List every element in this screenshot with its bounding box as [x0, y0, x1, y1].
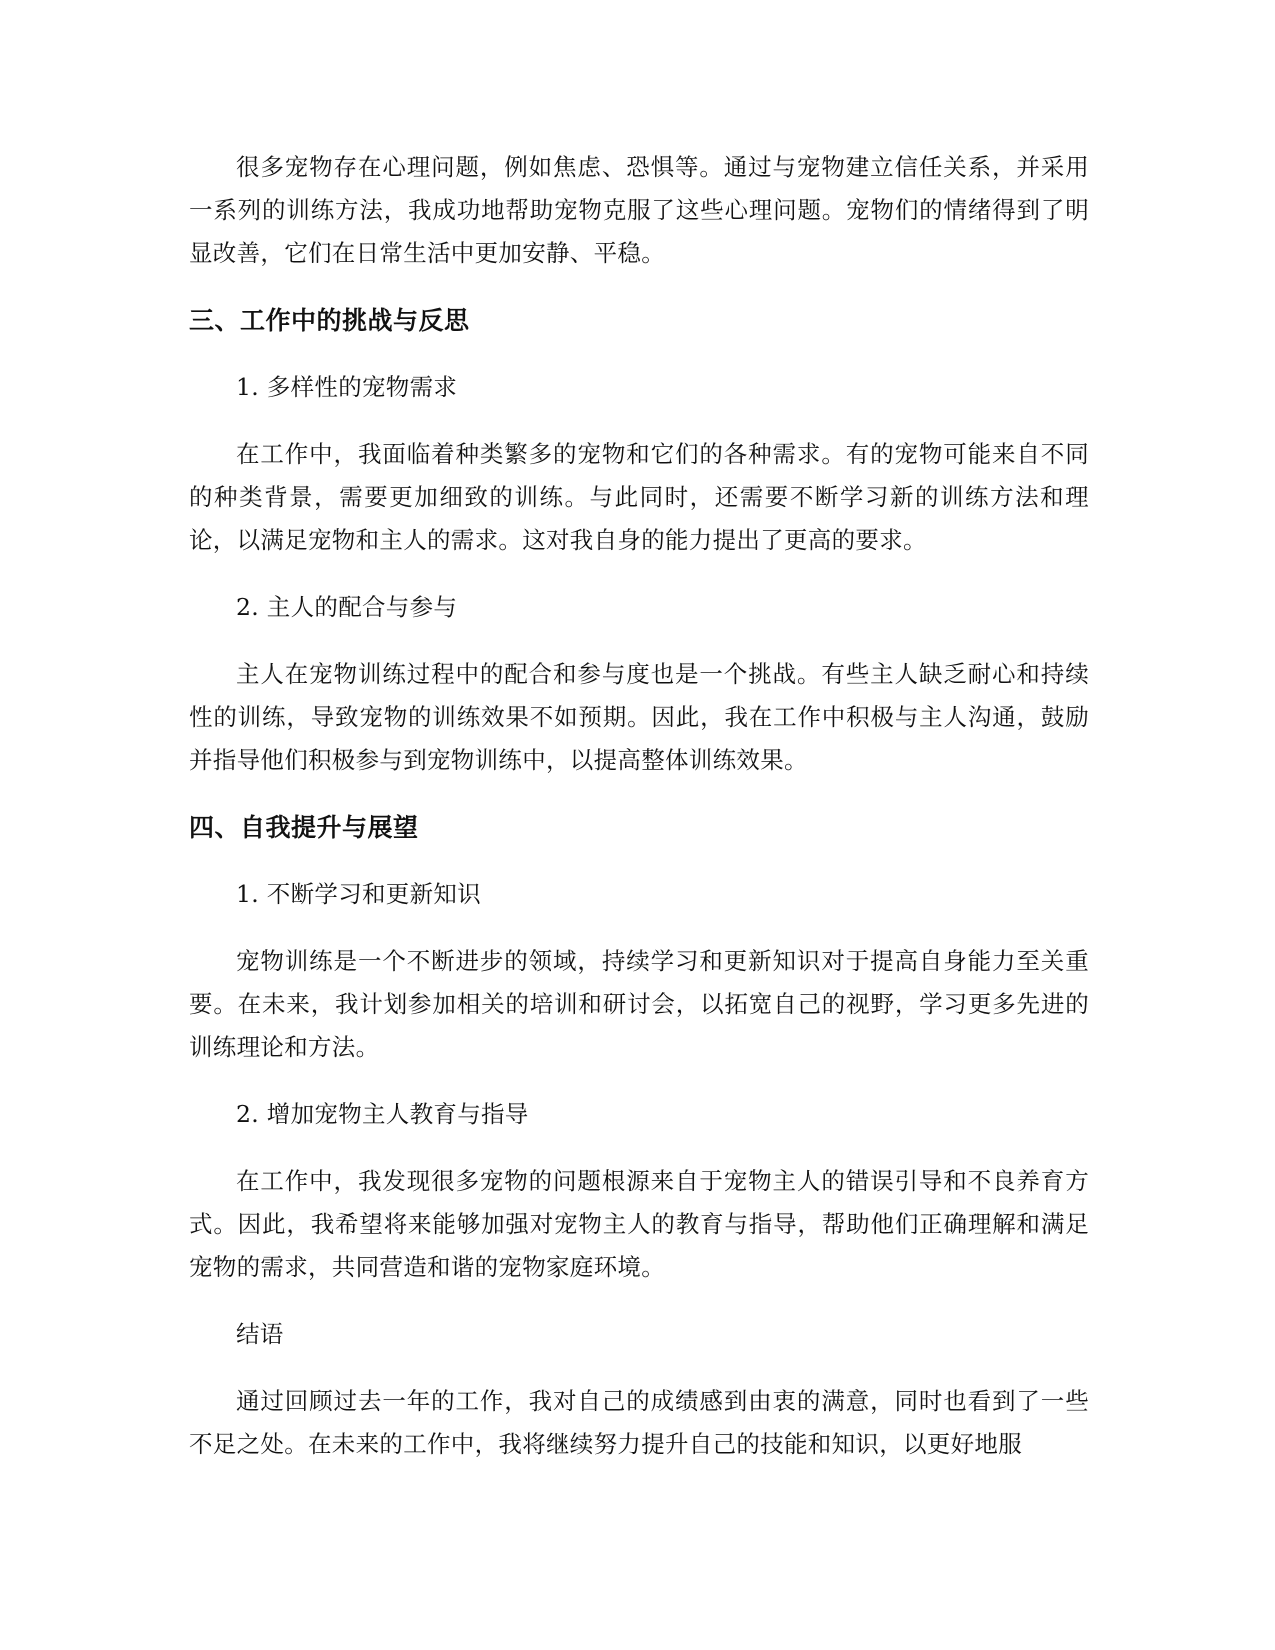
paragraph-conclusion: 通过回顾过去一年的工作，我对自己的成绩感到由衷的满意，同时也看到了一些不足之处。在未来的工作中，我将继续努力提升自己的技能和知识，以更好地服: [189, 1387, 1089, 1458]
subheading-continuous-learning: 1. 不断学习和更新知识: [236, 880, 481, 908]
paragraph-owner-education: 在工作中，我发现很多宠物的问题根源来自于宠物主人的错误引导和不良养育方式。因此，我希望将来能够加强对宠物主人的教育与指导，帮助他们正确理解和满足宠物的需求，共同营造和谐的宠物家庭环境。: [189, 1167, 1089, 1281]
paragraph-owner-cooperation: 主人在宠物训练过程中的配合和参与度也是一个挑战。有些主人缺乏耐心和持续性的训练，导致宠物的训练效果不如预期。因此，我在工作中积极与主人沟通，鼓励并指导他们积极参与到宠物训练中，以提高整体训练效果。: [189, 660, 1089, 774]
subheading-conclusion: 结语: [236, 1320, 284, 1348]
document-body: [189, 146, 1089, 1490]
paragraph-psychological-issues: 很多宠物存在心理问题，例如焦虑、恐惧等。通过与宠物建立信任关系，并采用一系列的训练方法，我成功地帮助宠物克服了这些心理问题。宠物们的情绪得到了明显改善，它们在日常生活中更加安静、平稳。: [189, 153, 1089, 267]
section-heading-self-improvement: 四、自我提升与展望: [189, 813, 419, 842]
section-heading-challenges: 三、工作中的挑战与反思: [189, 306, 470, 335]
paragraph-diverse-needs: 在工作中，我面临着种类繁多的宠物和它们的各种需求。有的宠物可能来自不同的种类背景，需要更加细致的训练。与此同时，还需要不断学习新的训练方法和理论，以满足宠物和主人的需求。这对我自身的能力提出了更高的要求。: [189, 440, 1089, 554]
subheading-diverse-needs: 1. 多样性的宠物需求: [236, 373, 458, 401]
subheading-owner-cooperation: 2. 主人的配合与参与: [236, 593, 458, 621]
paragraph-continuous-learning: 宠物训练是一个不断进步的领域，持续学习和更新知识对于提高自身能力至关重要。在未来，我计划参加相关的培训和研讨会，以拓宽自己的视野，学习更多先进的训练理论和方法。: [189, 947, 1089, 1061]
subheading-owner-education: 2. 增加宠物主人教育与指导: [236, 1100, 529, 1128]
